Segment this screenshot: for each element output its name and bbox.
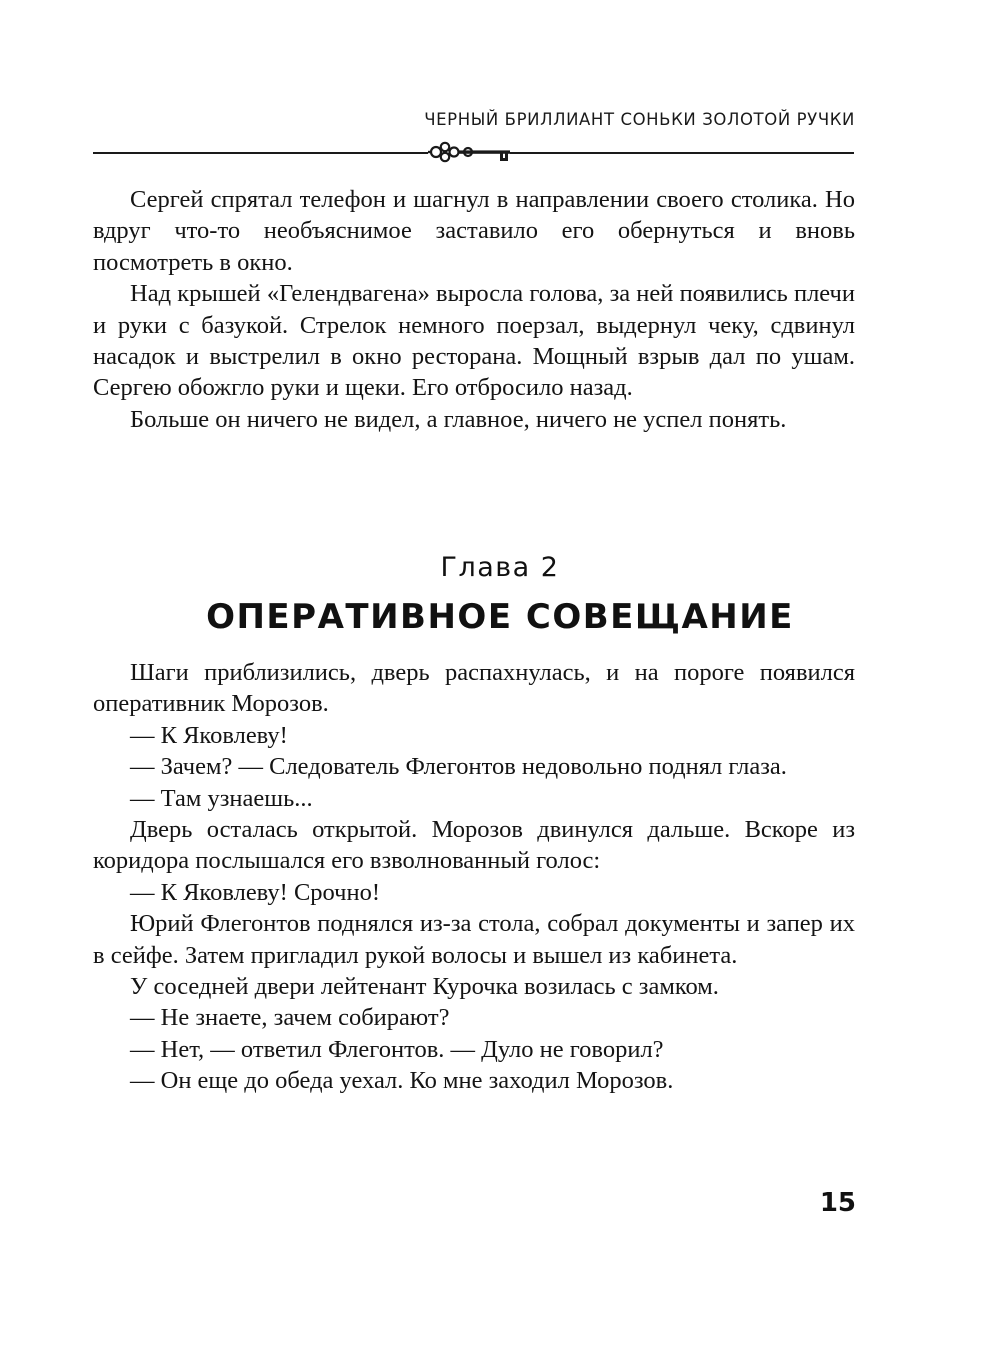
paragraph: — Нет, — ответил Флегонтов. — Дуло не говорил? [130, 1035, 664, 1063]
paragraph: — К Яковлеву! Срочно! [130, 878, 381, 906]
key-icon [428, 138, 514, 166]
header-rule-left [93, 152, 428, 154]
chapter-title: ОПЕРАТИВНОЕ СОВЕЩАНИЕ [206, 597, 794, 637]
paragraph: — Не знаете, зачем собирают? [130, 1004, 450, 1032]
paragraph: — Там узнаешь... [130, 784, 313, 812]
page-number: 15 [819, 1188, 856, 1218]
running-head: ЧЕРНЫЙ БРИЛЛИАНТ СОНЬКИ ЗОЛОТОЙ РУЧКИ [424, 110, 855, 129]
paragraph: — К Яковлеву! [130, 721, 288, 749]
chapter-number: Глава 2 [440, 552, 560, 583]
paragraph: Сергей спрятал телефон и шагнул в направлении своего столика. Но вдруг что-то необъяснимое заставило его обернуться и вновь посмотреть в окно. [93, 186, 855, 276]
paragraph: Юрий Флегонтов поднялся из-за стола, собрал документы и запер их в сейфе. Затем пригладил рукой волосы и вышел из кабинета. [93, 910, 855, 969]
paragraph: — Он еще до обеда уехал. Ко мне заходил Морозов. [130, 1067, 674, 1095]
paragraph: Шаги приблизились, дверь распахнулась, и на пороге появился оперативник Морозов. [93, 659, 855, 718]
paragraph: Над крышей «Гелендвагена» выросла голова, за ней появились плечи и руки с базукой. Стрелок немного поерзал, выдернул чеку, сдвинул насадок и выстрелил в окно ресторана. Мощный взрыв дал по ушам. Сергею обожгло руки и щеки. Его отбросило назад. [93, 280, 855, 402]
header-rule-right [510, 152, 854, 154]
paragraph: У соседней двери лейтенант Курочка возилась с замком. [130, 973, 719, 1001]
section-2-text [93, 657, 855, 1097]
section-1-text [93, 184, 855, 435]
paragraph: Больше он ничего не видел, а главное, ничего не успел понять. [130, 405, 787, 433]
paragraph: — Зачем? — Следователь Флегонтов недовольно поднял глаза. [130, 753, 787, 781]
paragraph: Дверь осталась открытой. Морозов двинулся дальше. Вскоре из коридора послышался его взволнованный голос: [93, 816, 855, 875]
